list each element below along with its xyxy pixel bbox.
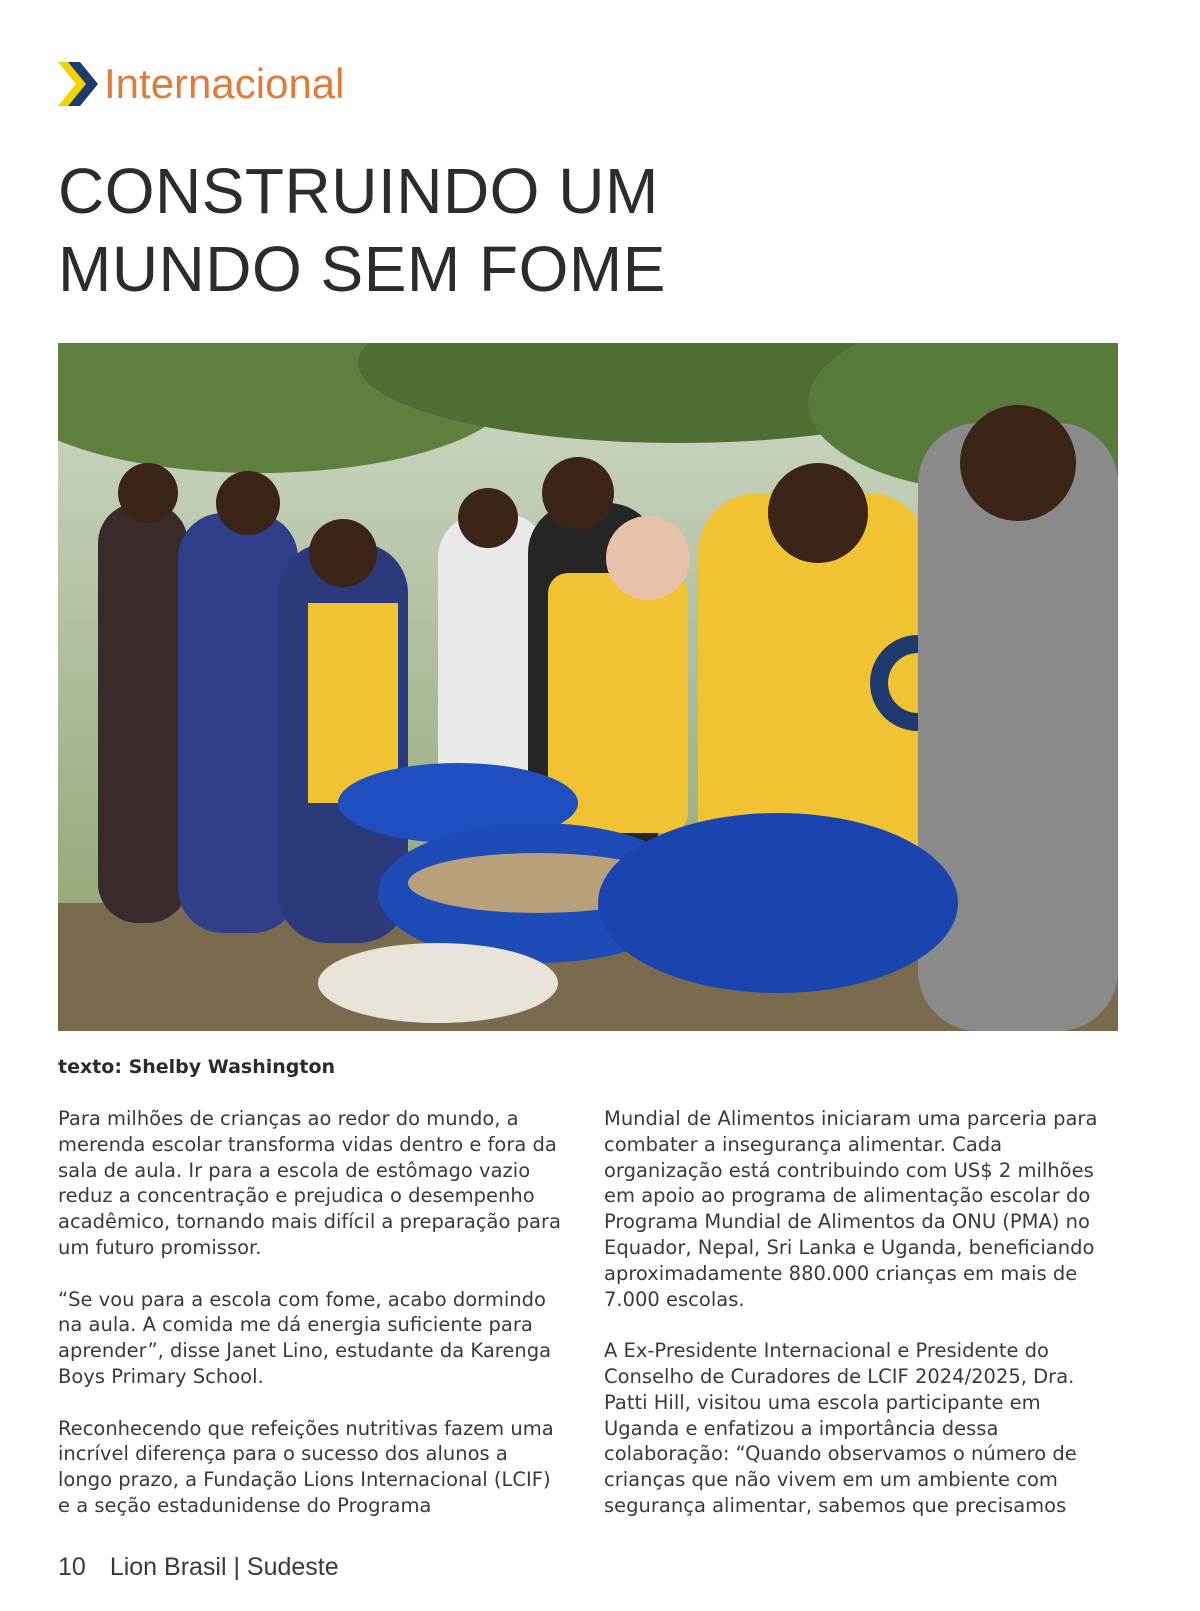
body-column-left (58, 1106, 568, 1545)
body-paragraph: Reconhecendo que refeições nutritivas fazem uma incrível diferença para o sucesso dos alunos a longo prazo, a Fundação Lions Internacional (LCIF) e a seção estadunidense do Programa (58, 1416, 554, 1517)
byline: texto: Shelby Washington (58, 1056, 336, 1078)
publication-name: Lion Brasil | Sudeste (109, 1553, 339, 1581)
body-paragraph: A Ex-Presidente Internacional e Presidente do Conselho de Curadores de LCIF 2024/2025, Dra. Patti Hill, visitou uma escola participante em Uganda e enfatizou a importância dessa colaboração: “Quando observamos o número de crianças que não vivem em um ambiente com segurança alimentar, sabemos que precisamos (604, 1339, 1077, 1517)
page-footer (58, 1553, 339, 1582)
headline-line-2: MUNDO SEM FOME (58, 233, 666, 305)
photo-illustration (58, 343, 1118, 1031)
chevron-right-icon (58, 62, 98, 106)
body-column-right (604, 1106, 1114, 1545)
page-number: 10 (58, 1553, 86, 1581)
headline-line-1: CONSTRUINDO UM (58, 155, 659, 227)
article-headline (58, 152, 958, 308)
section-tag (58, 62, 345, 106)
body-paragraph: Para milhões de crianças ao redor do mundo, a merenda escolar transforma vidas dentro e fora da sala de aula. Ir para a escola de estômago vazio reduz a concentração e prejudica o desempenho acadêmico, tornando mais difícil a preparação para um futuro promissor. (58, 1107, 561, 1259)
section-label: Internacional (104, 60, 345, 107)
body-paragraph: Mundial de Alimentos iniciaram uma parceria para combater a insegurança alimentar. Cada organização está contribuindo com US$ 2 milhões em apoio ao programa de alimentação escolar do Programa Mundial de Alimentos da ONU (PMA) no Equador, Nepal, Sri Lanka e Uganda, beneficiando aproximadamente 880.000 crianças em mais de 7.000 escolas. (604, 1107, 1098, 1311)
body-paragraph: “Se vou para a escola com fome, acabo dormindo na aula. A comida me dá energia suficiente para aprender”, disse Janet Lino, estudante da Karenga Boys Primary School. (58, 1287, 552, 1388)
article-photo (58, 343, 1118, 1031)
